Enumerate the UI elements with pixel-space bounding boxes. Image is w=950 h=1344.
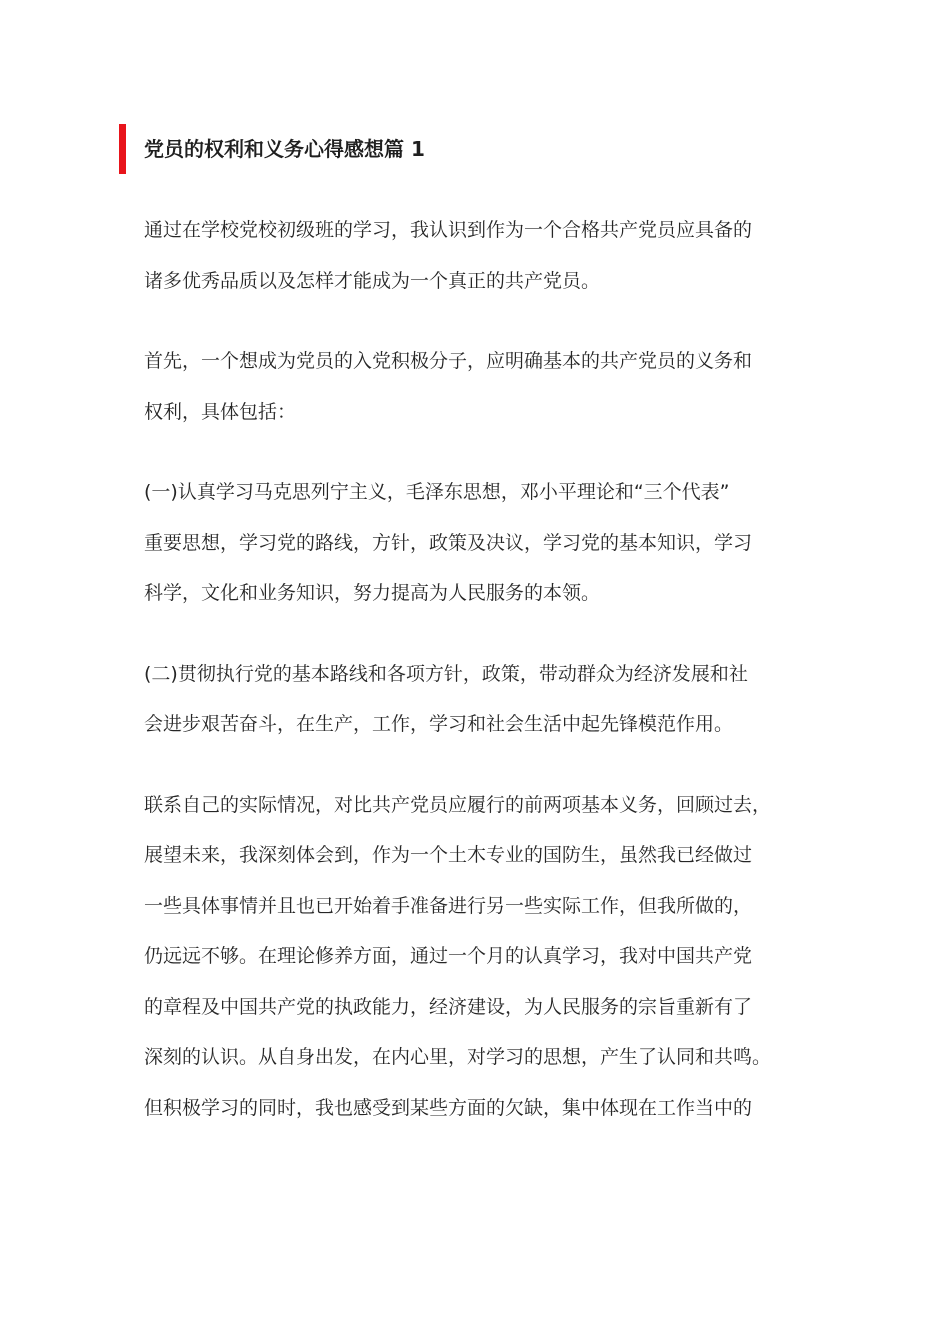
heading-accent-bar bbox=[119, 124, 126, 174]
text-line: 通过在学校党校初级班的学习，我认识到作为一个合格共产党员应具备的 bbox=[144, 219, 753, 241]
text-line: 联系自己的实际情况，对比共产党员应履行的前两项基本义务，回顾过去， bbox=[144, 793, 772, 816]
text-line: 权利，具体包括： bbox=[144, 400, 297, 423]
text-line: 重要思想，学习党的路线，方针，政策及决议，学习党的基本知识，学习 bbox=[144, 531, 753, 554]
text-line: 仍远远不够。在理论修养方面，通过一个月的认真学习，我对中国共产党 bbox=[144, 945, 753, 967]
text-line: 的章程及中国共产党的执政能力，经济建设，为人民服务的宗旨重新有了 bbox=[144, 995, 753, 1018]
text-line: 诸多优秀品质以及怎样才能成为一个真正的共产党员。 bbox=[144, 269, 601, 292]
text-line: 展望未来，我深刻体会到，作为一个土木专业的国防生，虽然我已经做过 bbox=[144, 844, 753, 866]
text-line: 首先，一个想成为党员的入党积极分子，应明确基本的共产党员的义务和 bbox=[144, 350, 753, 372]
paragraph-2 bbox=[144, 336, 814, 437]
text-line: 但积极学习的同时，我也感受到某些方面的欠缺，集中体现在工作当中的 bbox=[144, 1096, 753, 1119]
text-line: 一些具体事情并且也已开始着手准备进行另一些实际工作，但我所做的， bbox=[144, 894, 753, 917]
paragraph-5 bbox=[144, 780, 814, 1134]
section-heading bbox=[119, 124, 819, 174]
text-line: 深刻的认识。从自身出发，在内心里，对学习的思想，产生了认同和共鸣。 bbox=[144, 1046, 772, 1068]
paragraph-4 bbox=[144, 649, 814, 750]
text-line: 科学，文化和业务知识，努力提高为人民服务的本领。 bbox=[144, 582, 601, 604]
paragraph-1 bbox=[144, 205, 814, 306]
article-body bbox=[144, 205, 814, 1163]
text-line: (一)认真学习马克思列宁主义，毛泽东思想，邓小平理论和“三个代表” bbox=[144, 481, 730, 503]
text-line: 会进步艰苦奋斗，在生产，工作，学习和社会生活中起先锋模范作用。 bbox=[144, 713, 734, 735]
paragraph-3 bbox=[144, 467, 814, 619]
text-line: (二)贯彻执行党的基本路线和各项方针，政策，带动群众为经济发展和社 bbox=[144, 662, 748, 685]
heading-title: 党员的权利和义务心得感想篇 1 bbox=[144, 137, 425, 161]
